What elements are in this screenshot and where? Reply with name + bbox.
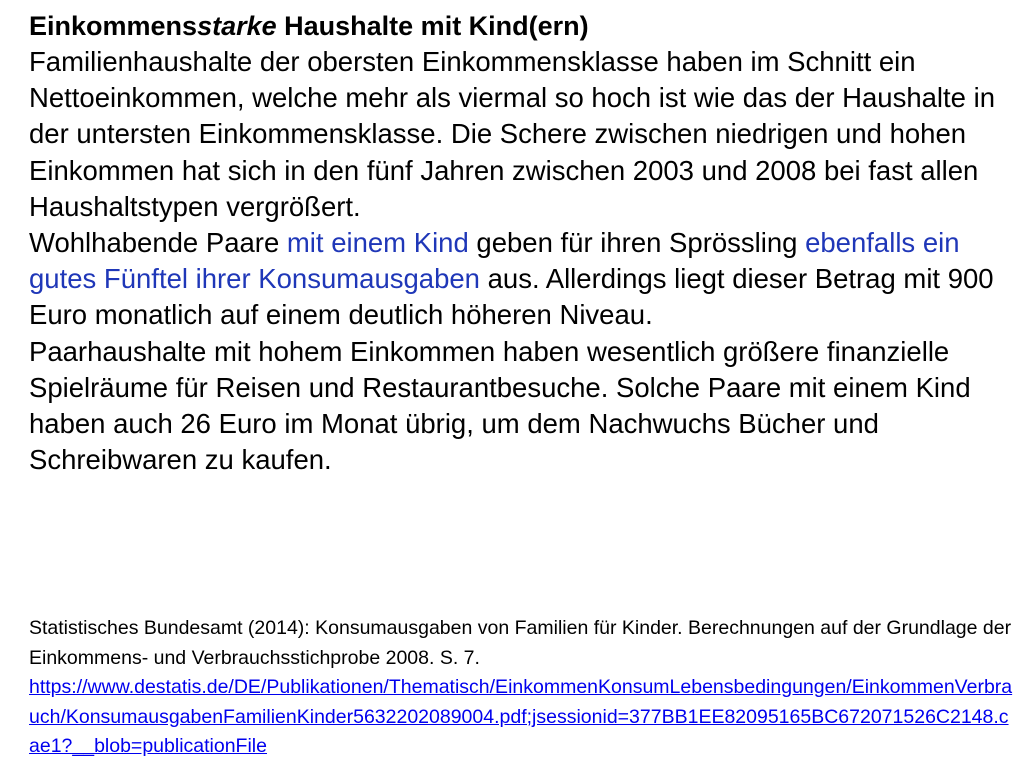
title-part-2: Haushalte mit Kind(ern) (276, 11, 589, 41)
title-part-1: Einkommens (29, 11, 198, 41)
paragraph2-text-3: aus. Allerdings liegt dieser Betrag mit 900 Euro monatlich auf einem deutlich höheren Niveau. (29, 263, 994, 331)
paragraph-income-gap: Familienhaushalte der obersten Einkommensklasse haben im Schnitt ein Nettoeinkommen, welche mehr als viermal so hoch ist wie das der Haushalte in der untersten Einkommensklasse. Die Schere zwischen niedrigen und hohen Einkommen hat sich in den fünf Jahren zwischen 2003 und 2008 bei fast allen Haushaltstypen vergrößert. (29, 46, 995, 222)
source-citation (29, 614, 1014, 762)
paragraph-wealthy-couples (29, 225, 1014, 334)
title-part-italic: starke (197, 11, 277, 41)
paragraph2-text-2: geben für ihren Sprössling (468, 227, 806, 259)
slide-content (29, 8, 1014, 478)
citation-text: Statistisches Bundesamt (2014): Konsumausgaben von Familien für Kinder. Berechnungen auf der Grundlage der Einkommens- und Verbrauchsstichprobe 2008. S. 7. (29, 617, 1012, 669)
paragraph-high-income-couples: Paarhaushalte mit hohem Einkommen haben wesentlich größere finanzielle Spielräume für Reisen und Restaurantbesuche. Solche Paare mit einem Kind haben auch 26 Euro im Monat übrig, um dem Nachwuchs Bücher und Schreibwaren zu kaufen. (29, 335, 971, 476)
slide-title (29, 8, 1014, 44)
highlight-fifth-of-spending: ebenfalls ein gutes Fünftel ihrer Konsumausgaben (29, 227, 960, 295)
source-link[interactable]: https://www.destatis.de/DE/Publikationen/Thematisch/EinkommenKonsumLebensbedingungen/EinkommenVerbrauch/KonsumausgabenFamilienKinder5632202089004.pdf;jsessionid=377BB1EE82095165BC672071526C2148.cae1?__blob=publicationFile (29, 676, 1013, 757)
highlight-one-child: mit einem Kind (286, 227, 469, 259)
paragraph2-text-1: Wohlhabende Paare (29, 227, 287, 259)
